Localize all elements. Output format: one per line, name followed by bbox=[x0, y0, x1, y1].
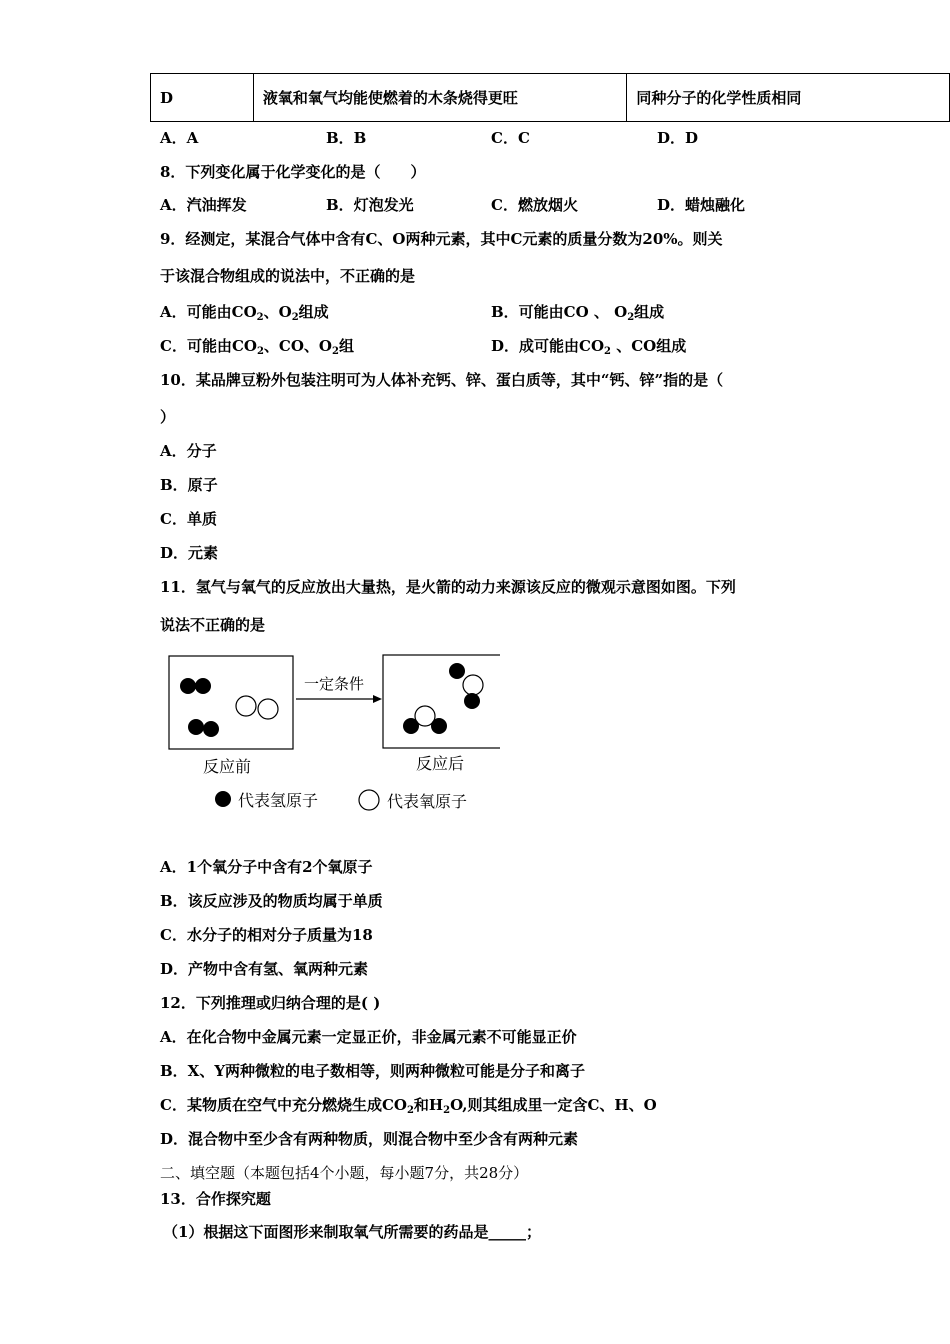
q7-option-b: B．B bbox=[326, 129, 367, 147]
q8-option-d: D．蜡烛融化 bbox=[657, 196, 746, 214]
water-molecule bbox=[403, 706, 447, 734]
q13-item1: （1）根据这下面图形来制取氧气所需要的药品是_____； bbox=[163, 1223, 541, 1241]
hydrogen-atom bbox=[180, 678, 196, 694]
q7-option-d: D．D bbox=[657, 129, 699, 147]
table-row bbox=[151, 74, 950, 122]
oxygen-molecule bbox=[236, 696, 278, 719]
q9-option-c: C．可能由$CO_2$、CO、$O_2$组 bbox=[160, 337, 354, 357]
hydrogen-legend-icon bbox=[215, 791, 231, 807]
oxygen-atom bbox=[236, 696, 256, 716]
q9-option-d: D．成可能由$CO_2$ 、CO组成 bbox=[491, 337, 687, 357]
q10-option-c: C．单质 bbox=[160, 510, 217, 528]
q12-option-c: C．某物质在空气中充分燃烧生成$CO_2$和$H_2O$,则其组成里一定含C、H、O bbox=[160, 1096, 657, 1116]
hydrogen-atom bbox=[188, 719, 204, 735]
q8-option-c: C．燃放烟火 bbox=[491, 196, 578, 214]
q11-stem-line2: 说法不正确的是 bbox=[160, 616, 266, 634]
q11-option-c: C．水分子的相对分子质量为18 bbox=[160, 926, 373, 944]
q10-option-b: B．原子 bbox=[160, 476, 218, 494]
hydrogen-atom bbox=[431, 718, 447, 734]
q9-option-b: B．可能由CO 、 $O_2$组成 bbox=[491, 303, 665, 323]
hydrogen-atom bbox=[403, 718, 419, 734]
legend-hydrogen: 代表氢原子 bbox=[238, 791, 319, 810]
q11-option-a: A．1个氧分子中含有2个氧原子 bbox=[160, 858, 373, 876]
after-box bbox=[383, 655, 500, 748]
hydrogen-atom bbox=[464, 693, 480, 709]
water-molecule bbox=[449, 663, 483, 709]
q8-option-b: B．灯泡发光 bbox=[326, 196, 414, 214]
before-label: 反应前 bbox=[203, 757, 252, 776]
hydrogen-molecule bbox=[188, 719, 219, 737]
section-heading: 二、填空题（本题包括4个小题，每小题7分，共28分） bbox=[160, 1164, 529, 1182]
q8-option-a: A．汽油挥发 bbox=[160, 196, 247, 214]
q9-option-a: A．可能由$CO_2$、$O_2$组成 bbox=[160, 303, 329, 323]
q10-option-d: D．元素 bbox=[160, 544, 219, 562]
reaction-diagram bbox=[160, 648, 500, 823]
answer-table bbox=[150, 73, 950, 122]
table-cell-explanation: 同种分子的化学性质相同 bbox=[627, 74, 950, 122]
table-cell-statement: 液氧和氧气均能使燃着的木条烧得更旺 bbox=[253, 74, 627, 122]
after-label: 反应后 bbox=[416, 754, 465, 773]
legend-oxygen: 代表氧原子 bbox=[387, 792, 468, 811]
q9-stem-line1: 9．经测定，某混合气体中含有C、O两种元素，其中C元素的质量分数为20%。则关 bbox=[160, 230, 723, 248]
q10-stem-line2: ） bbox=[160, 408, 176, 426]
q11-option-b: B．该反应涉及的物质均属于单质 bbox=[160, 892, 383, 910]
oxygen-legend-icon bbox=[359, 790, 379, 810]
oxygen-atom bbox=[463, 675, 483, 695]
q13-title: 13．合作探究题 bbox=[160, 1190, 271, 1208]
arrow-head bbox=[373, 695, 382, 703]
q8-stem: 8．下列变化属于化学变化的是（ ） bbox=[160, 163, 426, 181]
oxygen-atom bbox=[258, 699, 278, 719]
q12-option-a: A．在化合物中金属元素一定显正价，非金属元素不可能显正价 bbox=[160, 1028, 577, 1046]
q12-option-b: B．X、Y两种微粒的电子数相等，则两种微粒可能是分子和离子 bbox=[160, 1062, 586, 1080]
q11-stem-line1: 11．氢气与氧气的反应放出大量热，是火箭的动力来源该反应的微观示意图如图。下列 bbox=[160, 578, 736, 596]
q7-option-a: A．A bbox=[160, 129, 199, 147]
table-cell-option: D bbox=[151, 74, 254, 122]
hydrogen-atom bbox=[195, 678, 211, 694]
hydrogen-molecule bbox=[180, 678, 211, 694]
q11-option-d: D．产物中含有氢、氧两种元素 bbox=[160, 960, 369, 978]
q12-stem: 12．下列推理或归纳合理的是( ) bbox=[160, 994, 381, 1012]
hydrogen-atom bbox=[449, 663, 465, 679]
q10-option-a: A．分子 bbox=[160, 442, 217, 460]
q9-stem-line2: 于该混合物组成的说法中，不正确的是 bbox=[160, 267, 416, 285]
hydrogen-atom bbox=[203, 721, 219, 737]
q12-option-d: D．混合物中至少含有两种物质，则混合物中至少含有两种元素 bbox=[160, 1130, 579, 1148]
q7-option-c: C．C bbox=[491, 129, 530, 147]
q10-stem-line1: 10．某品牌豆粉外包装注明可为人体补充钙、锌、蛋白质等，其中“钙、锌”指的是（ bbox=[160, 371, 724, 389]
condition-label: 一定条件 bbox=[304, 675, 365, 693]
